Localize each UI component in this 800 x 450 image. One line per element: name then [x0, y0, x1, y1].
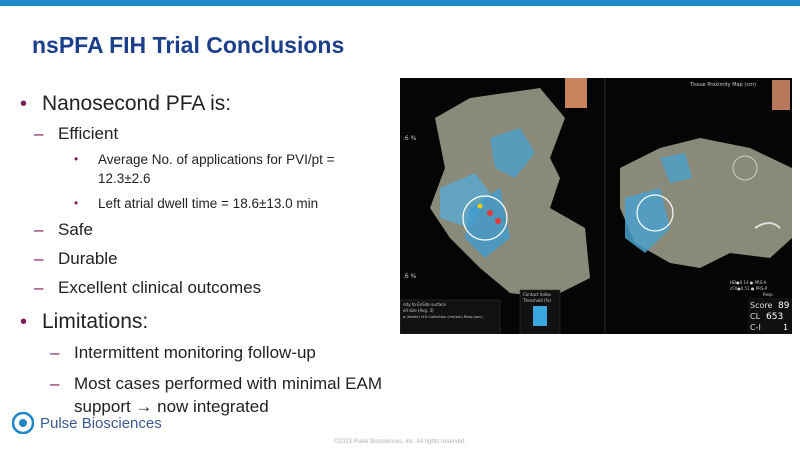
legend-line: cFX●0.51 ● PRS-P [730, 286, 768, 291]
bullet-dot-icon: • [74, 196, 79, 210]
pct-label-bottom: .6 % [403, 273, 417, 280]
cl-value: 653 [766, 312, 784, 322]
score-label: Score [750, 301, 773, 310]
dash-icon: – [34, 220, 44, 239]
bullet-limitations [20, 310, 148, 334]
bullet-nanosecond [20, 92, 231, 116]
contact-label: Contact Index [523, 292, 551, 297]
contact-index-bar [533, 306, 547, 326]
ablation-point [487, 210, 493, 216]
cl-label: CL [750, 312, 761, 321]
sub-sub-bullet-applications [74, 150, 374, 188]
bullet-text: Nanosecond PFA is: [42, 92, 232, 115]
sub-bullet-safe [34, 220, 93, 240]
sub-bullet-text: Durable [58, 249, 118, 268]
pct-label: .6 % [403, 135, 417, 142]
sub-bullet-durable [34, 249, 118, 269]
ablation-point [478, 204, 483, 209]
line-1: Average No. of applications for PVI/pt = [98, 152, 335, 167]
legend-line: Resp [763, 292, 773, 297]
sub-bullet-text: Efficient [58, 124, 119, 143]
dash-icon: – [34, 124, 44, 143]
3d-map-graphic [400, 78, 792, 334]
sub-bullet-outcomes [34, 278, 261, 298]
panel-text: nity to EnSite surface [403, 302, 446, 307]
dash-icon: – [34, 278, 44, 297]
ci-label: C-I [750, 323, 761, 332]
dash-icon: – [50, 343, 60, 362]
pulse-biosciences-logo [12, 412, 162, 434]
copyright-footer: ©2023 Pulse Biosciences, Inc. All rights reserved. [333, 439, 467, 445]
sub-sub-bullet-text [98, 150, 335, 188]
orientation-figure-left [565, 78, 587, 108]
sub-sub-bullet-text: Left atrial dwell time = 18.6±13.0 min [98, 196, 319, 211]
line-2: 12.3±2.6 [98, 171, 151, 186]
score-value: 89 [778, 301, 790, 311]
sub-bullet-text: Excellent clinical outcomes [58, 278, 262, 297]
bullet-dot-icon: • [74, 152, 79, 166]
line-2: support → now integrated [74, 397, 269, 416]
bullet-dot-icon: • [20, 93, 28, 115]
panel-text: p (levels) cFX Collection (cm/sec) Resp (sec) [403, 315, 483, 319]
ci-value: 1 [783, 323, 789, 332]
map-title: Tissue Proximity Map (cm) [690, 82, 756, 88]
logo-mark-icon [12, 412, 34, 434]
sub-bullet-text: Safe [58, 220, 93, 239]
sub-sub-bullet-dwell-time [74, 194, 394, 213]
sub-bullet-text: Intermittent monitoring follow-up [74, 343, 316, 362]
slide-title: nsPFA FIH Trial Conclusions [32, 32, 345, 58]
ablation-point [495, 218, 501, 224]
legend-line: HD●0.14 ● PRS-A [730, 280, 767, 285]
panel-text: ell size (Avg. 3) [403, 308, 434, 313]
dash-icon: – [50, 374, 60, 393]
top-accent-bar [0, 0, 800, 6]
contact-label: Threshold (%) [523, 298, 551, 303]
line-1: Most cases performed with minimal EAM [74, 374, 382, 393]
bullet-dot-icon: • [20, 311, 28, 333]
cardiac-3d-map-image [400, 78, 792, 334]
bullet-text: Limitations: [42, 310, 149, 333]
dash-icon: – [34, 249, 44, 268]
sub-bullet-monitoring [50, 343, 316, 363]
logo-text: Pulse Biosciences [40, 414, 162, 432]
orientation-figure-right [772, 80, 790, 110]
sub-bullet-efficient [34, 124, 118, 144]
